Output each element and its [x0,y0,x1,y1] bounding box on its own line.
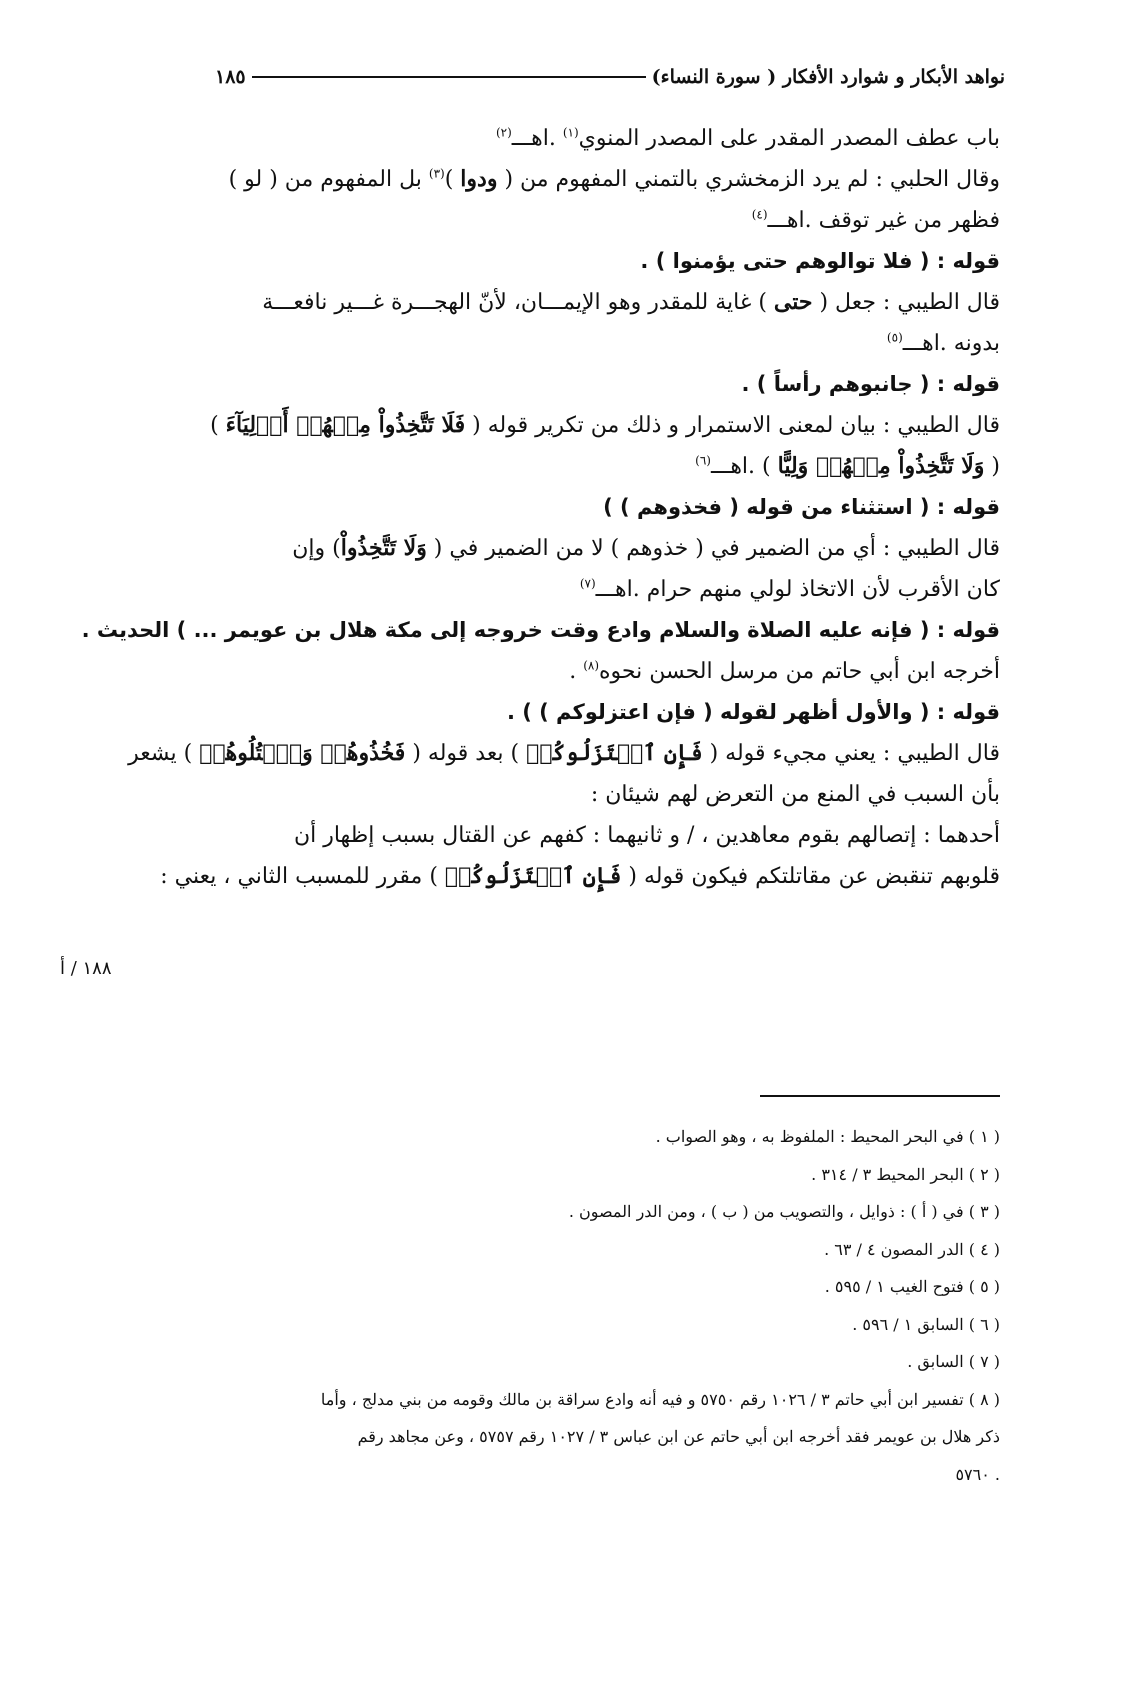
section-heading-2: قوله : ( جانبوهم رأساً ) . [741,372,1000,396]
text-line-10: أخرجه ابن أبي حاتم من مرسل الحسن نحوه$^{(٨)}$ . [569,658,1000,684]
section-heading-1: قوله : ( فلا توالوهم حتى يؤمنوا ) . [640,249,1000,273]
footnote-1: ( ١ ) في البحر المحيط : الملفوظ به ، وهو الصواب . [655,1127,1000,1146]
manuscript-folio-note: ١٨٨ / أ [60,958,112,979]
quoted-word: حتى [773,289,813,315]
footnote-3: ( ٣ ) في ( أ ) : ذوايل ، والتصويب من ( ب ) ، ومن الدر المصون . [568,1202,1000,1221]
footnote-ref-1: (١) [562,125,579,140]
text-line-3: فظهر من غير توقف .اهـــ$^{(٤)}$ [751,207,1000,233]
text-line-2: وقال الحلبي : لم يرد الزمخشري بالتمني المفهوم من ( ودوا )$^{(٣)}$ بل المفهوم من ( لو ) [228,166,1000,192]
header-rule [252,76,646,78]
footnote-ref-2: (٢) [495,125,512,140]
footnote-4: ( ٤ ) الدر المصون ٤ / ٦٣ . [824,1239,1000,1259]
text-line-8: قال الطيبي : أي من الضمير في ( خذوهم ) لا من الضمير في ( وَلَا تَتَّخِذُواْ) وإن [292,535,1000,561]
quran-quote: وَلَا تَتَّخِذُواْ [340,535,427,561]
footnote-ref-5: (٥) [886,330,903,345]
text-line-9: كان الأقرب لأن الاتخاذ لولي منهم حرام .اهـــ$^{(٧)}$ [579,576,1000,602]
footnote-2: ( ٢ ) البحر المحيط ٣ / ٣١٤ . [811,1164,1000,1184]
footnote-ref-8: (٨) [583,658,600,673]
footnote-7: ( ٧ ) السابق . [907,1352,1000,1371]
text-line-13: أحدهما : إتصالهم بقوم معاهدين ، / و ثانيهما : كفهم عن القتال بسبب إظهار أن [293,823,1000,848]
footnote-ref-3: (٣) [428,166,445,181]
text-line-11: قال الطيبي : يعني مجيء قوله ( فَإِنِ ٱعۡتَزَلُوكُمۡ ) بعد قوله ( فَخُذُوهُمۡ وَٱقۡتُلُوهُمۡ ) يشعر [128,740,1000,766]
footnote-separator [760,1095,1000,1097]
text-line-12: بأن السبب في المنع من التعرض لهم شيئان : [590,782,1000,807]
page-number: ١٨٥ [215,66,246,88]
quran-quote: فَإِنِ ٱعۡتَزَلُوكُمۡ [444,863,622,889]
footnote-8-end: . ٥٧٦٠ [955,1464,1000,1484]
quran-quote: وَلَا تَتَّخِذُواْ مِنۡهُمۡ وَلِيًّا [777,453,985,479]
footnote-8: ( ٨ ) تفسير ابن أبي حاتم ٣ / ١٠٢٦ رقم ٥٧٥٠ و فيه أنه وادع سراقة بن مالك وقومه من بني مدلج ، وأما [320,1389,1000,1409]
text-line-14: قلوبهم تنقبض عن مقاتلتكم فيكون قوله ( فَإِنِ ٱعۡتَزَلُوكُمۡ ) مقرر للمسبب الثاني ، يعني : [160,863,1000,889]
section-heading-4: قوله : ( فإنه عليه الصلاة والسلام وادع وقت خروجه إلى مكة هلال بن عويمر ... ) الحديث . [81,618,1000,642]
text-line-7: ( وَلَا تَتَّخِذُواْ مِنۡهُمۡ وَلِيًّا ) .اهـــ$^{(٦)}$ [695,453,1000,479]
header-title: نواهد الأبكار و شوارد الأفكار ( سورة النساء) [651,66,1005,88]
footnote-5: ( ٥ ) فتوح الغيب ١ / ٥٩٥ . [824,1277,1000,1296]
text-line-4: قال الطيبي : جعل ( حتى ) غاية للمقدر وهو الإيمـــان، لأنّ الهجـــرة غـــير نافعـــة [262,289,1000,315]
footnote-ref-6: (٦) [695,453,711,468]
running-header [215,62,1005,92]
footnotes [200,1118,1000,1493]
quran-quote: فَإِنِ ٱعۡتَزَلُوكُمۡ [526,740,703,766]
text-line-1: باب عطف المصدر المقدر على المصدر المنوي$^{(١)}$ .اهـــ$^{(٢)}$ [495,125,1000,151]
quran-quote: فَخُذُوهُمۡ وَٱقۡتُلُوهُمۡ [199,740,406,766]
text-line-5: بدونه .اهـــ$^{(٥)}$ [886,330,1000,356]
text-line-6: قال الطيبي : بيان لمعنى الاستمرار و ذلك من تكرير قوله ( فَلَا تَتَّخِذُواْ مِنۡهُمۡ أَوۡلِيَآءَ ) [210,412,1000,438]
quoted-word: ودوا [460,166,498,192]
footnote-ref-7: (٧) [579,576,596,591]
section-heading-3: قوله : ( استثناء من قوله ( فخذوهم ) ) [603,495,1000,519]
section-heading-5: قوله : ( والأول أظهر لقوله ( فإن اعتزلوكم ) ) . [506,700,1000,724]
main-text [81,118,1000,897]
footnote-8-continued: ذكر هلال بن عويمر فقد أخرجه ابن أبي حاتم عن ابن عباس ٣ / ١٠٢٧ رقم ٥٧٥٧ ، وعن مجاهد رقم [357,1427,1000,1446]
quran-quote: فَلَا تَتَّخِذُواْ مِنۡهُمۡ أَوۡلِيَآءَ [225,412,466,438]
footnote-ref-4: (٤) [751,207,768,222]
footnote-6: ( ٦ ) السابق ١ / ٥٩٦ . [852,1314,1000,1334]
